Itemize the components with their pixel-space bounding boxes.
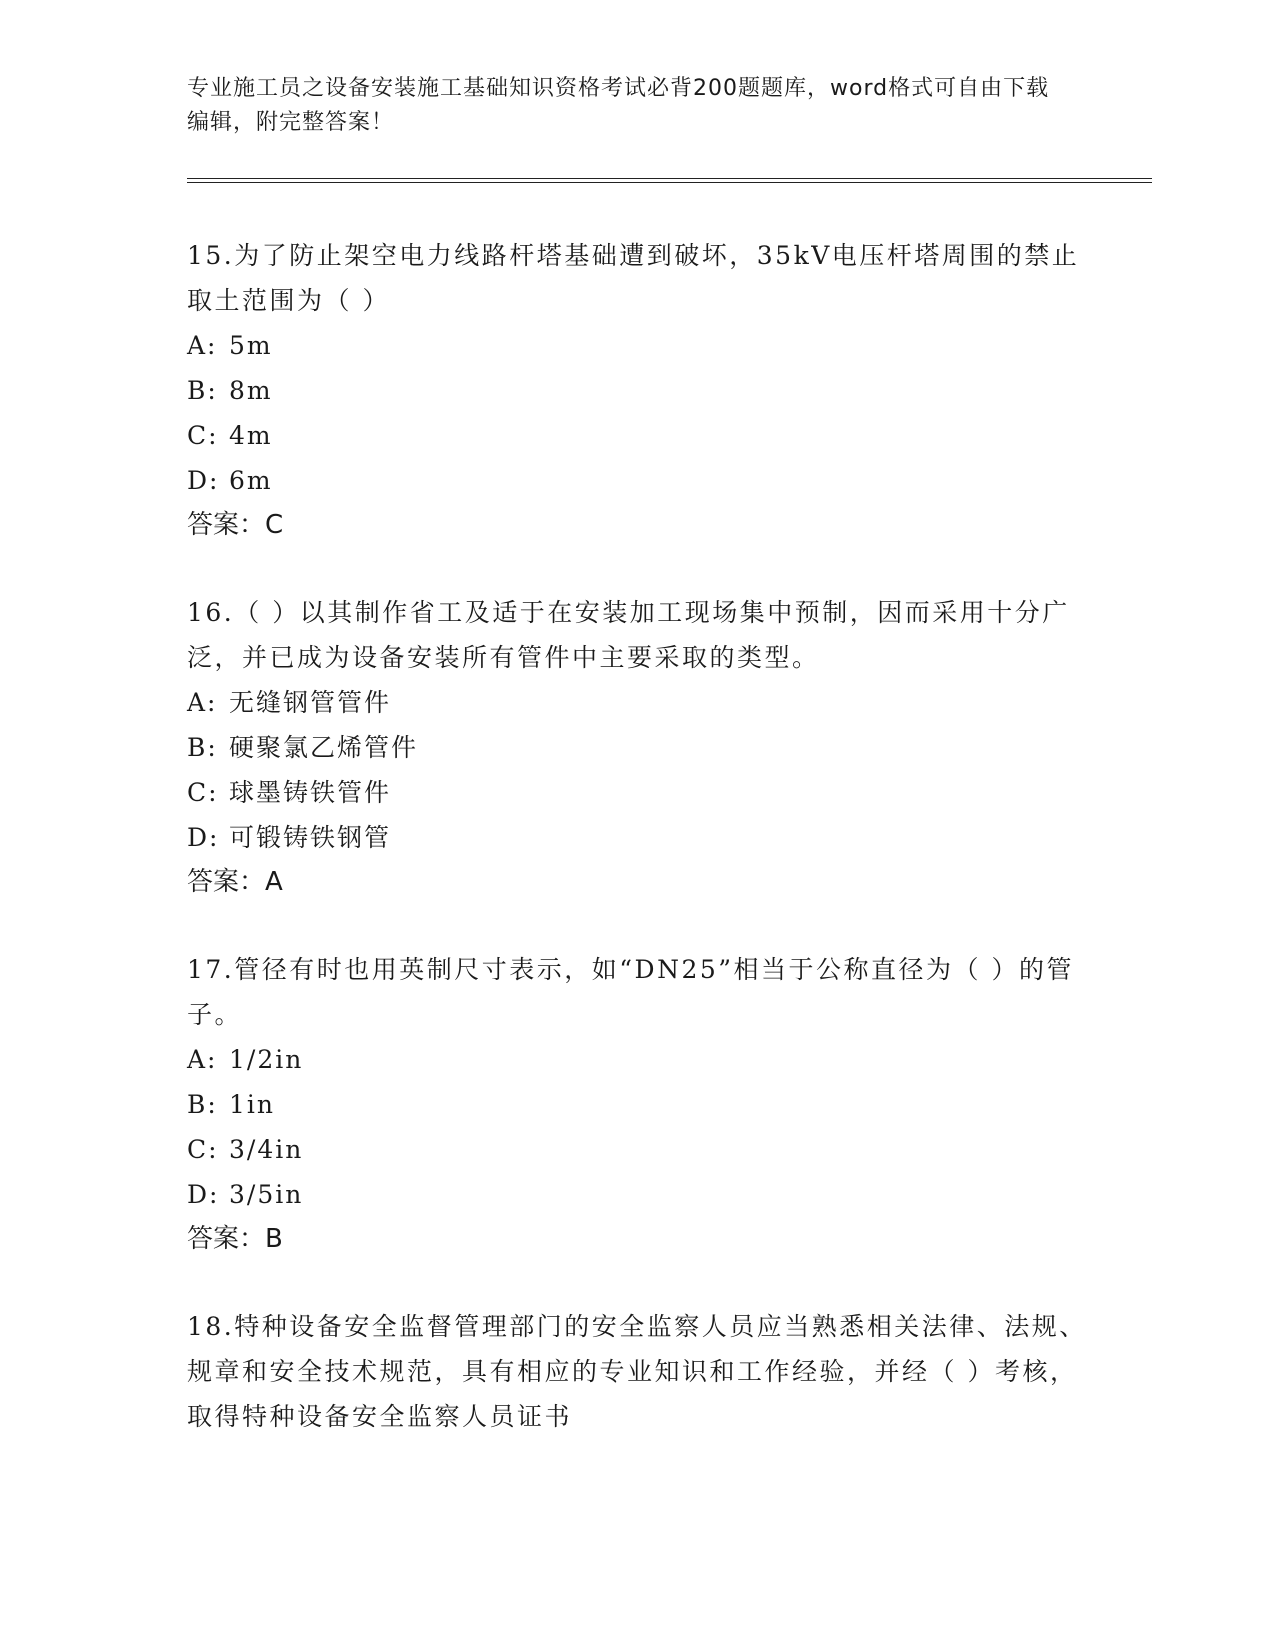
answer-line [187,503,1087,548]
option-letter: C: [187,778,219,807]
option-letter: A: [187,688,218,717]
answer-value: B [265,1224,283,1254]
option-text: 可锻铸铁钢管 [229,823,392,852]
option-letter: D: [187,466,220,495]
question-list [187,233,1087,1481]
option-text: 3/4in [229,1135,304,1164]
answer-line [187,1217,1087,1262]
option-text: 1/2in [229,1045,304,1074]
answer-label: 答案： [187,1224,266,1254]
option-text: 1in [229,1090,276,1119]
option-c [187,770,1087,815]
option-letter: A: [187,1045,218,1074]
option-text: 6m [229,466,273,495]
option-b [187,725,1087,770]
question-17 [187,947,1087,1262]
option-letter: B: [187,376,218,405]
question-stem: 17.管径有时也用英制尺寸表示，如“DN25”相当于公称直径为（ ）的管子。 [187,955,1074,1029]
option-text: 球墨铸铁管件 [229,778,392,807]
question-16 [187,590,1087,905]
option-a [187,323,1087,368]
option-letter: D: [187,1180,220,1209]
option-text: 8m [229,376,273,405]
document-header: 专业施工员之设备安装施工基础知识资格考试必背200题题库，word格式可自由下载编辑，附完整答案！ [187,76,1050,135]
option-text: 4m [229,421,273,450]
option-d [187,458,1087,503]
option-c [187,1127,1087,1172]
option-b [187,368,1087,413]
question-15 [187,233,1087,548]
option-d [187,815,1087,860]
answer-line [187,860,1087,905]
option-d [187,1172,1087,1217]
option-c [187,413,1087,458]
question-18 [187,1304,1087,1439]
option-text: 无缝钢管管件 [229,688,392,717]
option-text: 3/5in [229,1180,304,1209]
header-divider [187,178,1152,183]
option-letter: D: [187,823,220,852]
answer-label: 答案： [187,510,266,540]
option-letter: B: [187,1090,218,1119]
answer-label: 答案： [187,867,266,897]
option-letter: C: [187,1135,219,1164]
option-a [187,680,1087,725]
question-stem: 18.特种设备安全监督管理部门的安全监察人员应当熟悉相关法律、法规、规章和安全技术规范，具有相应的专业知识和工作经验，并经（ ）考核，取得特种设备安全监察人员证书 [187,1312,1087,1431]
option-letter: A: [187,331,218,360]
answer-value: C [265,510,284,540]
option-letter: B: [187,733,218,762]
option-letter: C: [187,421,219,450]
option-a [187,1037,1087,1082]
question-stem: 16.（ ）以其制作省工及适于在安装加工现场集中预制，因而采用十分广泛，并已成为设备安装所有管件中主要采取的类型。 [187,598,1070,672]
answer-value: A [265,867,283,897]
option-text: 5m [229,331,273,360]
option-text: 硬聚氯乙烯管件 [229,733,419,762]
option-b [187,1082,1087,1127]
question-stem: 15.为了防止架空电力线路杆塔基础遭到破坏，35kV电压杆塔周围的禁止取土范围为（ ） [187,241,1080,315]
